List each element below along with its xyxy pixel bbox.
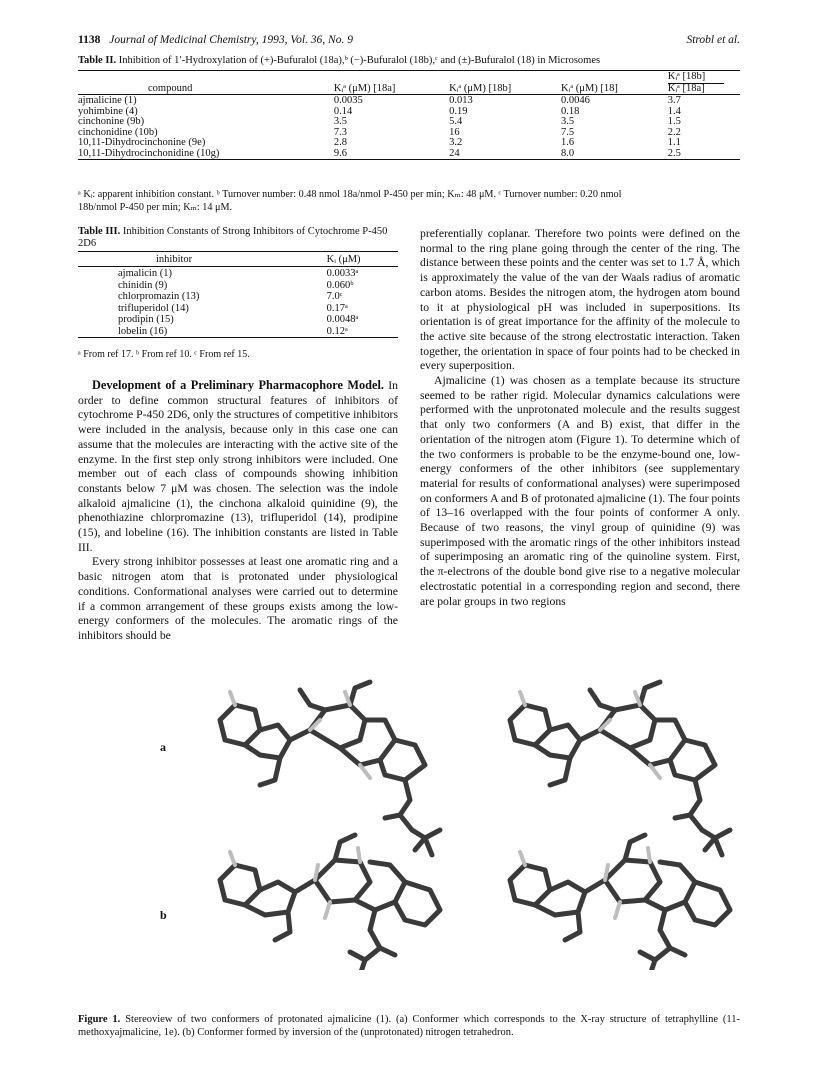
table-row bbox=[78, 291, 398, 303]
table3-caption-label: Table III. bbox=[78, 226, 121, 237]
table2-cell: 24 bbox=[449, 147, 460, 159]
table3-cell: lobelin (16) bbox=[118, 325, 168, 337]
figure-panel-label-a: a bbox=[160, 740, 166, 754]
table3-cell: 0.17ᵃ bbox=[326, 302, 348, 314]
table-row bbox=[78, 314, 398, 326]
conformer-a-left bbox=[220, 682, 440, 855]
table3-cell: 7.0ᶜ bbox=[326, 291, 343, 302]
section-title: Development of a Preliminary Pharmacophore Model. bbox=[92, 378, 384, 392]
table2-cell: 0.14 bbox=[333, 105, 353, 117]
table2-cell: 2.8 bbox=[333, 137, 347, 148]
table-row bbox=[78, 117, 740, 128]
table3-cell: prodipin (15) bbox=[118, 314, 174, 325]
table2-cell: 9.6 bbox=[333, 147, 347, 159]
table3-footnote: ᵃ From ref 17. ᵇ From ref 10. ᶜ From ref 15. bbox=[78, 349, 250, 360]
paragraph-text: In order to define common structural features of inhibitors of cytochrome P-450 2D6, only the structures of competitive inhibitors were included in the analysis, because only in this case one can assume that the molecules are interacting with the active site of the enzyme. In the first step only strong inhibitors were included. One member out of each class of compounds showing inhibition constants below 7 μM was chosen. The selection was the indole alkaloid ajmalicine (1), the cinchona alkaloid quinidine (9), the phenothiazine chlorpromazine (13), trifluperidol (14), prodipine (15), and lobeline (16). The inhibition constants are listed in Table III. bbox=[78, 379, 398, 554]
table-row bbox=[78, 280, 398, 292]
molecule-stereo-image bbox=[200, 670, 740, 970]
table-row bbox=[78, 268, 398, 280]
table2-cell: 5.4 bbox=[449, 116, 463, 127]
table2-cell: 1.1 bbox=[667, 137, 681, 148]
table3-caption-text: Inhibition Constants of Strong Inhibitors of Cytochrome P-450 2D6 bbox=[78, 226, 388, 249]
table2-cell: 16 bbox=[449, 126, 460, 138]
table2-caption bbox=[78, 55, 740, 66]
table2-cell: 3.5 bbox=[333, 116, 347, 127]
table2-footnote bbox=[78, 188, 740, 214]
table2-cell: cinchonine (9b) bbox=[78, 116, 145, 127]
paragraph: Ajmalicine (1) was chosen as a template because its structure seemed to be rather rigid. Molecular dynamics calculations were performed with the unprotonated molecule and the results suggest that only two conformers (A and B) exist, that differ in the orientation of the nitrogen atom (Figure 1). To determine which of the two conformers is probable to be the enzyme-bound one, low-energy conformers of the other inhibitors (see supplementary material for results of conformational analyses) were superimposed on conformers A and B of protonated ajmalicine (1). The four points of 13–16 overlapped with the four points of conformer A only. Because of two reasons, the vinyl group of quinidine (9) was superimposed with the aromatic rings of the other inhibitors instead of superimposing an aromatic ring of the quinoline system. First, the π-electrons of the double bond give rise to a negative molecular electrostatic potential in a corresponding region and second, there are polar groups in two regions bbox=[420, 374, 740, 608]
table2-cell: ajmalicine (1) bbox=[78, 95, 137, 106]
table2-cell: 2.2 bbox=[667, 126, 681, 138]
table2-cell: 0.18 bbox=[561, 105, 580, 117]
table-row bbox=[78, 138, 740, 149]
table2-header-18: Kᵢᵃ (μM) [18] bbox=[561, 82, 618, 94]
table2-caption-text: Inhibition of 1′-Hydroxylation of (+)-Bufuralol (18a),ᵇ (−)-Bufuralol (18b),ᶜ and (±)-Bufuralol (18) in Microsomes bbox=[118, 55, 601, 66]
figure1-caption bbox=[78, 1013, 740, 1039]
table3-cell: 0.12ᵃ bbox=[326, 325, 348, 337]
table2-cell: 1.6 bbox=[561, 137, 575, 148]
table-row bbox=[78, 149, 740, 160]
running-head bbox=[78, 34, 740, 46]
table2-cell: 3.7 bbox=[667, 95, 681, 106]
table2-cell: 0.19 bbox=[449, 105, 468, 117]
paragraph: preferentially coplanar. Therefore two points were defined on the normal to the ring plane going through the center of the ring. The distance between these points and the center was set to 1.7 Å, which is approximately the value of the van der Waals radius of aromatic carbon atoms. Besides the nitrogen atom, the hydrogen atom bound to it at physiological pH was included in superpositions. Its orientation is of great importance for the affinity of the molecule to the active site because of the strong electrostatic interaction. Taken together, the orientation in space of four points had to be checked in every superposition. bbox=[420, 227, 740, 373]
table-row bbox=[78, 107, 740, 118]
table2-cell: 3.2 bbox=[449, 137, 463, 148]
table2-cell: cinchonidine (10b) bbox=[78, 126, 158, 138]
table2-ratio-numerator: Kᵢᵃ [18b] bbox=[668, 72, 724, 84]
table2 bbox=[78, 70, 740, 161]
table2-caption-label: Table II. bbox=[78, 55, 117, 66]
table2-header-18a: Kᵢᵃ (μM) [18a] bbox=[333, 82, 396, 94]
table3-cell: chlorpromazin (13) bbox=[118, 291, 200, 302]
table2-header-18b: Kᵢᵃ (μM) [18b] bbox=[449, 82, 512, 94]
table3-cell: 0.0033ᵃ bbox=[326, 268, 359, 279]
table2-cell: yohimbine (4) bbox=[78, 105, 138, 117]
figure-panel-label-b: b bbox=[160, 908, 167, 922]
right-column bbox=[420, 227, 740, 609]
journal-citation: Journal of Medicinal Chemistry, 1993, Vol. 36, No. 9 bbox=[109, 34, 353, 46]
conformer-b-left bbox=[220, 835, 440, 970]
page-number: 1138 bbox=[78, 34, 101, 46]
figure1-stereoview bbox=[200, 670, 740, 970]
table3-caption bbox=[78, 226, 398, 250]
table3-cell: trifluperidol (14) bbox=[118, 302, 189, 314]
table2-cell: 0.013 bbox=[449, 95, 473, 106]
conformer-a-right bbox=[510, 682, 730, 855]
table2-cell: 7.3 bbox=[333, 126, 347, 138]
table2-cell: 2.5 bbox=[667, 147, 681, 159]
table2-cell: 3.5 bbox=[561, 116, 575, 127]
table-row bbox=[78, 303, 398, 315]
table2-ratio-header bbox=[668, 72, 740, 84]
table2-header-compound: compound bbox=[148, 82, 193, 94]
table2-cell: 8.0 bbox=[561, 147, 575, 159]
table3-cell: ajmalicin (1) bbox=[118, 268, 172, 279]
conformer-b-right bbox=[510, 835, 730, 970]
running-authors: Strobl et al. bbox=[686, 34, 740, 46]
table3-cell: chinidin (9) bbox=[118, 279, 168, 291]
table3-cell: 0.0048ᵃ bbox=[326, 314, 359, 325]
table2-cell: 0.0046 bbox=[561, 95, 590, 106]
figure1-caption-text: Stereoview of two conformers of protonated ajmalicine (1). (a) Conformer which corresponds to the X-ray structure of tetraphylline (11-methoxyajmalicine, 1e). (b) Conformer formed by inversion of the (unprotonated) nitrogen tetrahedron. bbox=[78, 1014, 740, 1038]
paragraph: Every strong inhibitor possesses at least one aromatic ring and a basic nitrogen atom that is protonated under physiological conditions. Conformational analyses were carried out to determine if a common arrangement of these groups exists among the low-energy conformers of the molecules. The aromatic rings of the inhibitors should be bbox=[78, 555, 398, 642]
table-row bbox=[78, 96, 740, 107]
left-column bbox=[78, 378, 398, 644]
figure1-caption-label: Figure 1. bbox=[78, 1014, 121, 1025]
table2-cell: 1.4 bbox=[667, 105, 681, 117]
table3-cell: 0.060ᵇ bbox=[326, 279, 354, 291]
table-row bbox=[78, 326, 398, 338]
table2-footnote-line1: ᵃ Kᵢ: apparent inhibition constant. ᵇ Turnover number: 0.48 nmol 18a/nmol P-450 per min; Kₘ: 48 μM. ᶜ Turnover number: 0.20 nmol bbox=[78, 189, 622, 200]
table2-cell: 10,11-Dihydrocinchonidine (10g) bbox=[78, 147, 220, 159]
table3-header-ki: Kᵢ (μM) bbox=[326, 254, 361, 265]
table2-footnote-line2: 18b/nmol P-450 per min; Kₘ: 14 μM. bbox=[78, 202, 233, 213]
table2-ratio-denominator: Kᵢᵃ [18a] bbox=[667, 82, 705, 94]
table2-cell: 10,11-Dihydrocinchonine (9e) bbox=[78, 137, 206, 148]
paragraph bbox=[78, 378, 398, 555]
table2-cell: 7.5 bbox=[561, 126, 575, 138]
table2-cell: 0.0035 bbox=[333, 95, 363, 106]
table3-header-inhibitor: inhibitor bbox=[156, 254, 193, 265]
table3 bbox=[78, 251, 398, 339]
table2-cell: 1.5 bbox=[667, 116, 681, 127]
